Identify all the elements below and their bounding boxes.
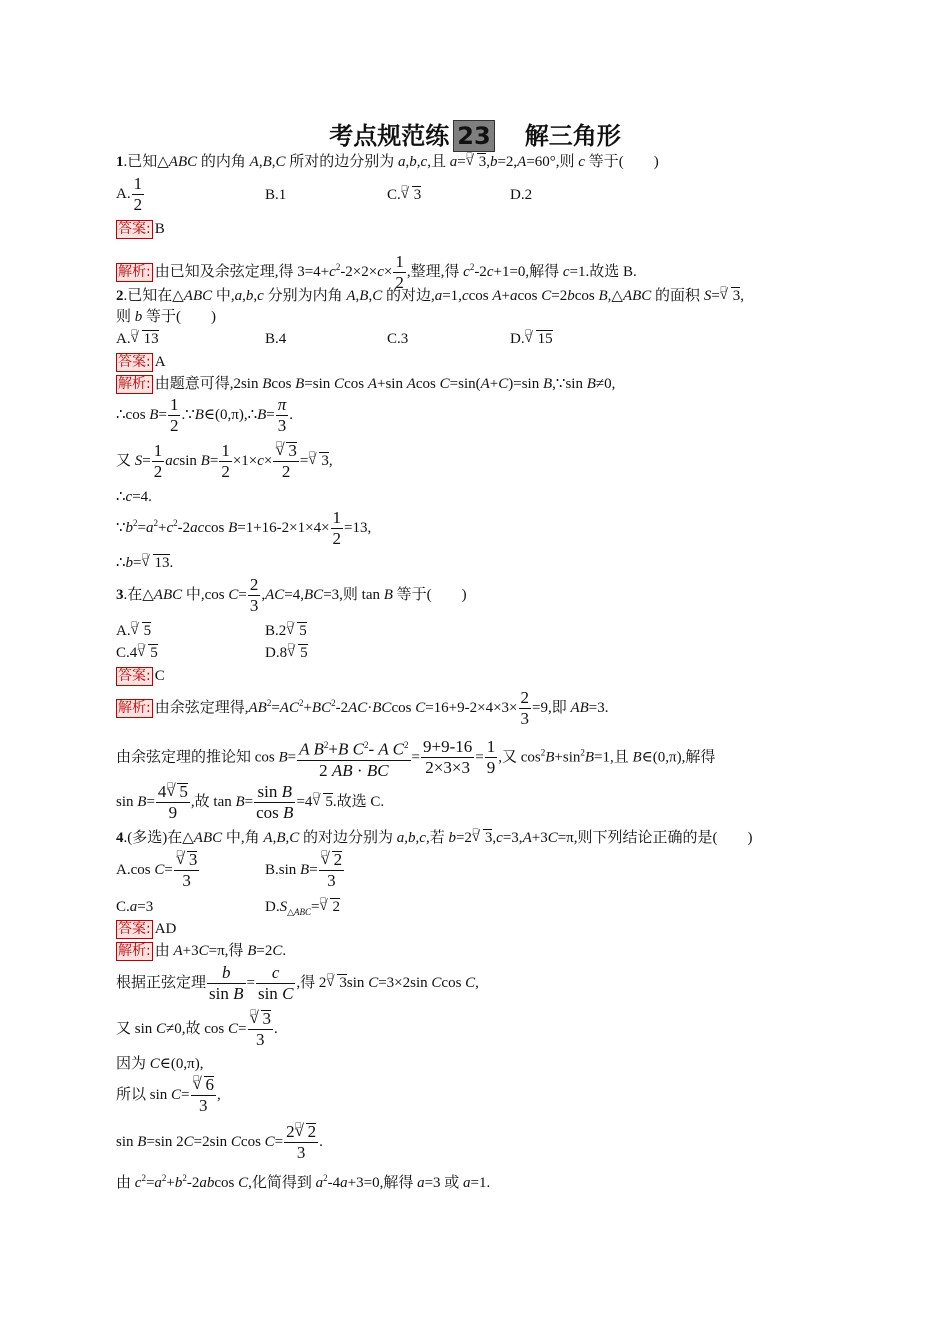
q4-option-d[interactable]: $D.S_{\triangle ABC}=$ √ □ 2: [265, 897, 340, 922]
q1-analysis: 解析: 由已知及余弦定理,得 $3=4+c^2-2\times 2\times c\times$ $\frac{1}{2}$ ,整理,得 $c^2-2c+1=0$,解得 c=1.故选 B.: [118, 252, 637, 292]
q4-option-a[interactable]: A.cos C= √ □ 3 3: [116, 850, 200, 891]
q4-analysis-line2: 根据正弦定理 $\frac{b}{\text{sin B}}$ = $\frac{c}{\text{sin C}}$ ,得 2 √ □ 3sin C=3×2sin Ccos C,: [116, 963, 479, 1004]
q2-option-d[interactable]: D. √ □ 15: [510, 329, 553, 349]
q3-option-b[interactable]: B.2 √ □ 5: [265, 621, 307, 641]
page-title: [0, 116, 950, 152]
q2-analysis-line2: ∴cos B= $\frac{1}{2}$ .∵B∈(0,π),∴B= $\frac{\pi}{3}$ .: [116, 395, 294, 435]
q2-answer: 答案: A: [118, 354, 166, 370]
q1-option-c[interactable]: C. √ □ 3: [387, 185, 421, 205]
q3-analysis-line2: 由余弦定理的推论知 cos B= $\frac{A B^2+B C^2- A C^2}{2 AB \cdot BC}$ = $\frac{9+9-16}{2\times 3\times 3}$ = $\frac{1}{9}$ ,又 $\cos^2B+\sin^2B=1$,且 B∈(0,π),解得: [116, 735, 715, 781]
analysis-tag: 解析:: [118, 376, 151, 392]
q3-option-a[interactable]: A. √ □ 5: [116, 621, 151, 641]
q1-stem: 1.已知△ABC 的内角 A,B,C 所对的边分别为 a,b,c,且 a= √ □ 3,b=2,A=60°,则 c 等于( ): [116, 152, 659, 172]
q4-analysis-line3: 又 sin C≠0,故 cos C= √ □ 3 3 .: [116, 1009, 278, 1050]
answer-tag: 答案:: [118, 668, 151, 684]
q2-option-c[interactable]: C.3: [387, 331, 409, 347]
q2-analysis-line5: $\because b^2=a^2+c^2-2accos$ B=1+16-2×1×4× $\frac{1}{2}$ =13,: [116, 508, 372, 548]
q4-analysis-line5: 所以 sin C= √ □ 6 3 ,: [116, 1075, 221, 1116]
analysis-tag: 解析:: [118, 263, 151, 280]
title-topic: 解三角形: [524, 122, 621, 150]
q1-answer: 答案: B: [118, 221, 165, 237]
answer-tag: 答案:: [118, 921, 151, 937]
q1-option-b[interactable]: B.1: [265, 187, 287, 203]
q2-analysis-line3: 又 S= $\frac{1}{2}$ acsin B= $\frac{1}{2}$ ×1×c× √ □ 3 2 = √ □ 3,: [116, 441, 333, 482]
q3-option-c[interactable]: C.4 √ □ 5: [116, 643, 158, 663]
analysis-tag: 解析:: [118, 943, 151, 959]
q4-analysis-line6: sin B=sin 2C=2sin Ccos C= 2 √ □ 2 3 .: [116, 1122, 323, 1163]
q2-analysis-line4: ∴c=4.: [116, 489, 152, 505]
q2-analysis-line6: ∴b= √ □ 13.: [116, 553, 173, 573]
answer-tag: 答案:: [118, 354, 151, 370]
q4-analysis-line1: 解析: 由 A+3C=π,得 B=2C.: [118, 943, 287, 959]
q4-stem: 4.(多选)在△ABC 中,角 A,B,C 的对边分别为 a,b,c,若 b=2 √ □ 3,c=3,A+3C=π,则下列结论正确的是( ): [116, 828, 753, 848]
q4-option-c[interactable]: C.a=3: [116, 899, 154, 915]
q3-analysis-line3: sin B= 4 √ □ 5 9 ,故 tan B= $\frac{\text{sin B}}{\text{cos B}}$ =4 √ □ 5.故选 C.: [116, 782, 384, 823]
answer-tag: 答案:: [118, 221, 151, 237]
q3-option-d[interactable]: D.8 √ □ 5: [265, 643, 308, 663]
q2-option-a[interactable]: A. √ □ 13: [116, 329, 159, 349]
exercise-number-badge: 23: [453, 120, 494, 152]
q4-analysis-line7: 由 $c^2=a^2+b^2-2abcos$ C,化简得到 $a^2-4a+3=0$,解得 a=3 或 a=1.: [116, 1173, 491, 1191]
q2-stem-line1: 2.已知在△ABC 中,a,b,c 分别为内角 A,B,C 的对边,a=1,ccos A+acos C=2bcos B,△ABC 的面积 S= √ □ 3,: [116, 286, 744, 306]
analysis-tag: 解析:: [118, 699, 151, 716]
title-prefix: 考点规范练: [329, 122, 450, 150]
q1-option-d[interactable]: D.2: [510, 187, 533, 203]
q2-analysis-line1: 解析: 由题意可得,2sin Bcos B=sin Ccos A+sin Acos C=sin(A+C)=sin B,∵sin B≠0,: [118, 376, 616, 392]
q3-answer: 答案: C: [118, 668, 165, 684]
q4-analysis-line4: 因为 C∈(0,π),: [116, 1056, 204, 1072]
q2-option-b[interactable]: B.4: [265, 331, 287, 347]
q4-option-b[interactable]: B.sin B= √ □ 2 3: [265, 850, 345, 891]
q3-stem: 3.在△ABC 中,cos C= $\frac{2}{3}$ ,AC=4,BC=3,则 tan B 等于( ): [116, 575, 467, 615]
q1-option-a[interactable]: A. $\frac{1}{2}$: [116, 174, 143, 214]
q3-analysis-line1: 解析: 由余弦定理得$,AB^2=AC^2+BC^2-2AC\cdot BCcos$ C=16+9-2×4×3× $\frac{2}{3}$ =9,即 AB=3.: [118, 688, 609, 728]
q4-answer: 答案: AD: [118, 921, 177, 937]
q2-stem-line2: 则 b 等于( ): [116, 309, 217, 325]
